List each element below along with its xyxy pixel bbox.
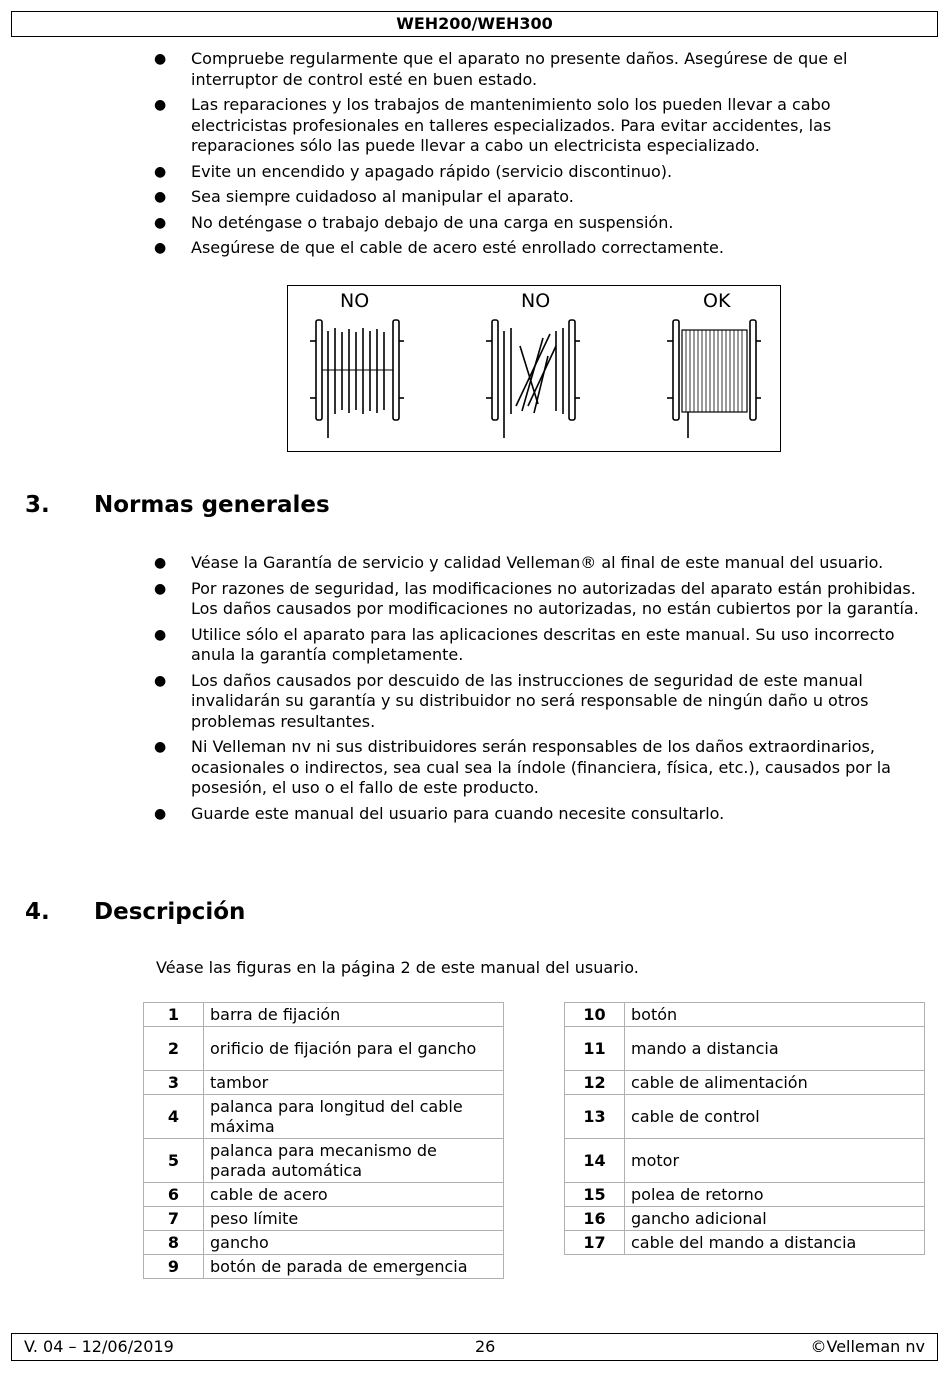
- part-label: cable del mando a distancia: [625, 1231, 925, 1255]
- list-item: ● Los daños causados por descuido de las instrucciones de seguridad de este manual invalidarán su garantía y su distribuidor no será responsable de ningún daño u otros problemas resultantes.: [154, 670, 869, 731]
- list-item: ● Asegúrese de que el cable de acero esté enrollado correctamente.: [154, 238, 724, 257]
- part-number: 4: [144, 1095, 204, 1139]
- list-item: ● Compruebe regularmente que el aparato no presente daños. Asegúrese de que el interruptor de control esté en buen estado.: [154, 49, 848, 89]
- part-number: 13: [565, 1095, 625, 1139]
- table-row: [565, 1207, 925, 1231]
- part-number: 11: [565, 1027, 625, 1071]
- description-intro: Véase las figuras en la página 2 de este manual del usuario.: [156, 958, 639, 977]
- section-number: 4.: [25, 899, 50, 925]
- parts-table-left: [143, 1002, 504, 1279]
- section-4-heading: [0, 899, 950, 929]
- bullet-icon: ●: [154, 163, 167, 180]
- table-row: [565, 1183, 925, 1207]
- footer-copyright: ©Velleman nv: [810, 1337, 925, 1356]
- part-label: botón de parada de emergencia: [204, 1255, 504, 1279]
- table-row: [565, 1027, 925, 1071]
- part-label: gancho adicional: [625, 1207, 925, 1231]
- page-footer: [11, 1333, 938, 1361]
- bullet-icon: ●: [154, 580, 167, 597]
- part-label: motor: [625, 1139, 925, 1183]
- table-row: [144, 1139, 504, 1183]
- table-row: [565, 1003, 925, 1027]
- bullet-icon: ●: [154, 555, 167, 571]
- list-item: ● Véase la Garantía de servicio y calidad Velleman® al final de este manual del usuario.: [154, 553, 884, 572]
- table-row: [144, 1071, 504, 1095]
- part-label: orificio de fijación para el gancho: [204, 1027, 504, 1071]
- list-item: ● Utilice sólo el aparato para las aplicaciones descritas en este manual. Su uso incorrecto anula la garantía completamente.: [154, 624, 895, 664]
- bullet-icon: ●: [154, 214, 167, 231]
- part-number: 14: [565, 1139, 625, 1183]
- part-number: 7: [144, 1207, 204, 1231]
- table-row: [144, 1183, 504, 1207]
- bullet-icon: ●: [154, 97, 167, 113]
- part-number: 17: [565, 1231, 625, 1255]
- general-rules-list: [0, 553, 950, 829]
- spool-drawings: [288, 286, 780, 451]
- bullet-icon: ●: [154, 739, 167, 755]
- bullet-icon: ●: [154, 240, 167, 256]
- figure-label-no-2: NO: [521, 290, 551, 312]
- table-row: [565, 1231, 925, 1255]
- cable-winding-figure: [287, 285, 781, 452]
- part-number: 8: [144, 1231, 204, 1255]
- part-number: 6: [144, 1183, 204, 1207]
- part-label: polea de retorno: [625, 1183, 925, 1207]
- list-item: ● Las reparaciones y los trabajos de mantenimiento solo los pueden llevar a cabo electricistas profesionales en talleres especializados. Para evitar accidentes, las reparaciones sólo las puede llevar a cabo un electricista especializado.: [154, 95, 832, 155]
- list-item: ● Evite un encendido y apagado rápido (servicio discontinuo).: [154, 161, 673, 181]
- part-number: 3: [144, 1071, 204, 1095]
- figure-label-ok: OK: [703, 290, 731, 312]
- safety-list: [0, 49, 950, 264]
- table-row: [144, 1095, 504, 1139]
- table-row: [565, 1071, 925, 1095]
- bullet-icon: ●: [154, 805, 167, 822]
- spool-correct-icon: [667, 320, 761, 438]
- section-3-heading: [0, 492, 950, 522]
- part-label: palanca para mecanismo de parada automática: [204, 1139, 504, 1183]
- part-number: 2: [144, 1027, 204, 1071]
- part-number: 10: [565, 1003, 625, 1027]
- bullet-icon: ●: [154, 672, 167, 689]
- table-row: [144, 1027, 504, 1071]
- footer-version: V. 04 – 12/06/2019: [24, 1337, 174, 1356]
- part-label: peso límite: [204, 1207, 504, 1231]
- part-label: mando a distancia: [625, 1027, 925, 1071]
- list-item: ● Ni Velleman nv ni sus distribuidores serán responsables de los daños extraordinarios, ocasionales o indirectos, sea cual sea la índole (financiera, física, etc.), causados por la posesión, el uso o el fallo de este producto.: [154, 737, 891, 797]
- figure-label-no-1: NO: [340, 290, 370, 312]
- list-item: ● Guarde este manual del usuario para cuando necesite consultarlo.: [154, 803, 725, 823]
- bullet-icon: ●: [154, 189, 167, 205]
- part-label: botón: [625, 1003, 925, 1027]
- section-title: Descripción: [94, 899, 246, 925]
- part-number: 15: [565, 1183, 625, 1207]
- part-label: cable de control: [625, 1095, 925, 1139]
- part-label: tambor: [204, 1071, 504, 1095]
- bullet-icon: ●: [154, 626, 167, 643]
- bullet-icon: ●: [154, 51, 167, 67]
- table-row: [144, 1255, 504, 1279]
- part-label: cable de alimentación: [625, 1071, 925, 1095]
- table-row: [144, 1207, 504, 1231]
- part-number: 16: [565, 1207, 625, 1231]
- table-row: [144, 1231, 504, 1255]
- part-label: cable de acero: [204, 1183, 504, 1207]
- table-row: [565, 1095, 925, 1139]
- spool-loose-icon: [310, 320, 404, 438]
- header-title: WEH200/WEH300: [396, 14, 553, 33]
- part-label: barra de fijación: [204, 1003, 504, 1027]
- table-row: [144, 1003, 504, 1027]
- part-number: 12: [565, 1071, 625, 1095]
- footer-page-number: 26: [475, 1337, 496, 1356]
- section-number: 3.: [25, 492, 50, 518]
- part-number: 1: [144, 1003, 204, 1027]
- page-header: [11, 11, 938, 37]
- list-item: ● Por razones de seguridad, las modificaciones no autorizadas del aparato están prohibidas. Los daños causados por modificaciones no autorizadas, no están cubiertos por la garantía.: [154, 578, 919, 618]
- section-title: Normas generales: [94, 492, 330, 518]
- list-item: ● Sea siempre cuidadoso al manipular el aparato.: [154, 187, 574, 206]
- part-number: 5: [144, 1139, 204, 1183]
- part-label: palanca para longitud del cable máxima: [204, 1095, 504, 1139]
- part-number: 9: [144, 1255, 204, 1279]
- list-item: ● No deténgase o trabajo debajo de una carga en suspensión.: [154, 212, 674, 232]
- table-row: [565, 1139, 925, 1183]
- spool-crossed-icon: [486, 320, 580, 438]
- part-label: gancho: [204, 1231, 504, 1255]
- parts-table-right: [564, 1002, 925, 1255]
